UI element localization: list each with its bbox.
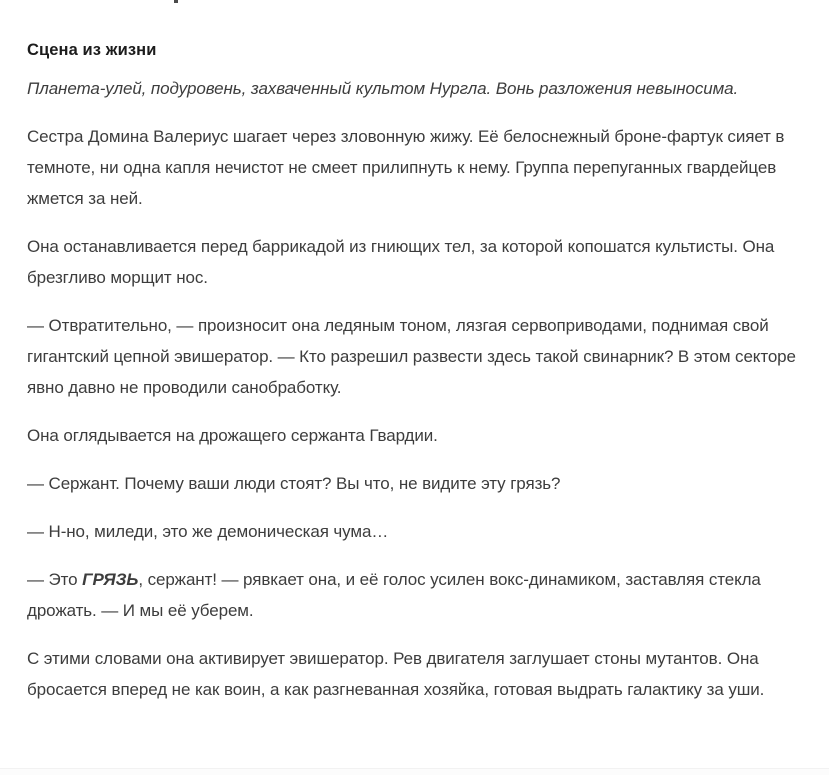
text-run: — Это bbox=[27, 570, 83, 589]
paragraph bbox=[27, 231, 801, 293]
text-run: Планета-улей, подуровень, захваченный культом Нургла. Вонь разложения невыносима. bbox=[27, 79, 739, 98]
clipped-text-fragment bbox=[174, 0, 178, 3]
paragraph bbox=[27, 564, 801, 626]
text-run: , сержант! — рявкает она, и её голос усилен вокс-динамиком, заставляя стекла дрожать. — И мы её уберем. bbox=[27, 570, 761, 620]
text-run: Она останавливается перед баррикадой из гниющих тел, за которой копошатся культисты. Она брезгливо морщит нос. bbox=[27, 237, 775, 287]
section-heading: Сцена из жизни bbox=[27, 41, 157, 59]
text-run: — Сержант. Почему ваши люди стоят? Вы что, не видите эту грязь? bbox=[27, 474, 561, 493]
paragraph-list bbox=[27, 73, 801, 705]
paragraph bbox=[27, 643, 801, 705]
paragraph bbox=[27, 121, 801, 214]
paragraph bbox=[27, 310, 801, 403]
paragraph bbox=[27, 73, 801, 104]
text-run: — Н-но, миледи, это же демоническая чума… bbox=[27, 522, 389, 541]
paragraph bbox=[27, 420, 801, 451]
text-run: С этими словами она активирует эвишератор. Рев двигателя заглушает стоны мутантов. Она бросается вперед не как воин, а как разгневанная хозяйка, готовая выдрать галактику за уши. bbox=[27, 649, 765, 699]
paragraph bbox=[27, 516, 801, 547]
text-run: — Отвратительно, — произносит она ледяным тоном, лязгая сервоприводами, поднимая свой гигантский цепной эвишератор. — Кто разрешил развести здесь такой свинарник? В этом секторе явно давно не проводили санобработку. bbox=[27, 316, 796, 397]
text-run: Сестра Домина Валериус шагает через зловонную жижу. Её белоснежный броне-фартук сияет в темноте, ни одна капля нечистот не смеет прилипнуть к нему. Группа перепуганных гвардейцев жмется за ней. bbox=[27, 127, 785, 208]
emphasized-text-run: ГРЯЗЬ bbox=[82, 570, 139, 589]
paragraph bbox=[27, 468, 801, 499]
text-run: Она оглядывается на дрожащего сержанта Гвардии. bbox=[27, 426, 438, 445]
